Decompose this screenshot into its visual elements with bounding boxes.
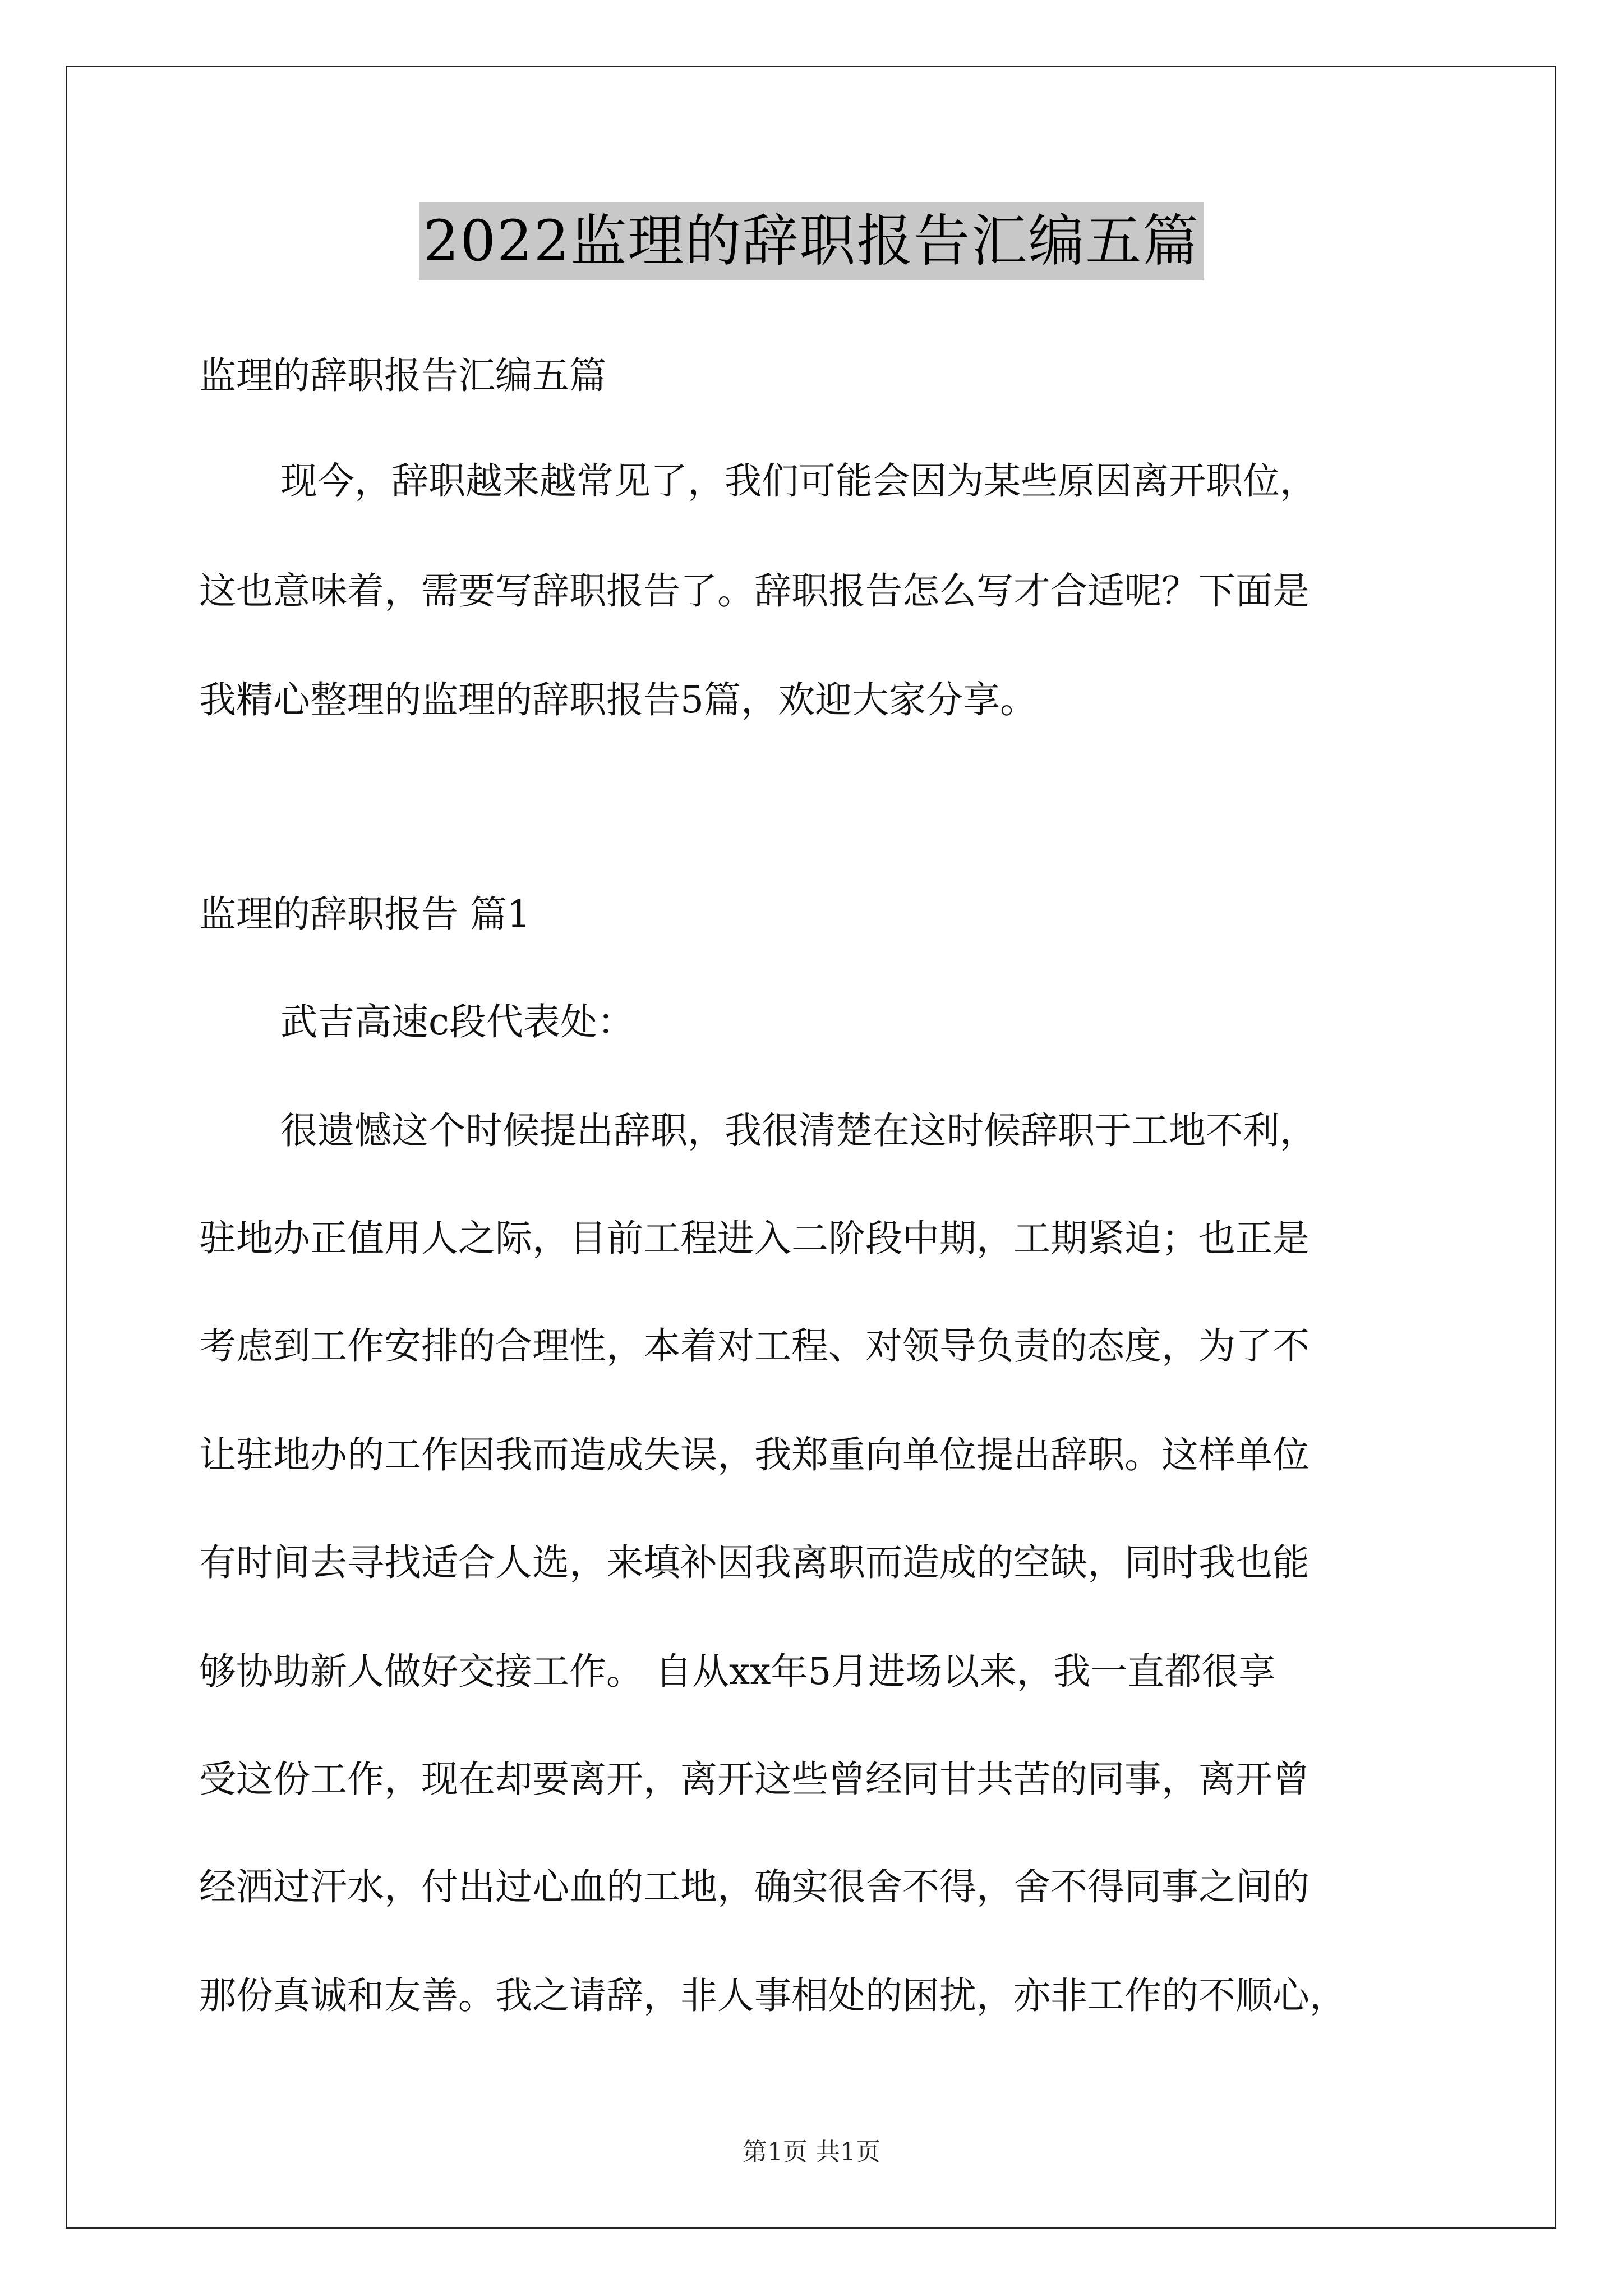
body-line-3: 考虑到工作安排的合理性，本着对工程、对领导负责的态度，为了不 <box>199 1324 1310 1368</box>
intro-line-3: 我精心整理的监理的辞职报告5篇，欢迎大家分享。 <box>199 678 1037 721</box>
intro-line-2: 这也意味着，需要写辞职报告了。辞职报告怎么写才合适呢？下面是 <box>199 569 1310 613</box>
title-container <box>0 202 1623 280</box>
body-line-8: 经洒过汗水，付出过心血的工地，确实很舍不得，舍不得同事之间的 <box>199 1865 1310 1908</box>
intro-line-1: 现今，辞职越来越常见了，我们可能会因为某些原因离开职位， <box>280 459 1317 503</box>
document-subtitle: 监理的辞职报告汇编五篇 <box>199 354 606 397</box>
section-heading: 监理的辞职报告 篇1 <box>199 892 531 936</box>
body-line-2: 驻地办正值用人之际，目前工程进入二阶段中期，工期紧迫；也正是 <box>199 1217 1310 1260</box>
body-line-5: 有时间去寻找适合人选，来填补因我离职而造成的空缺，同时我也能 <box>199 1541 1310 1584</box>
body-line-9: 那份真诚和友善。我之请辞，非人事相处的困扰，亦非工作的不顺心， <box>199 1974 1347 2017</box>
body-line-4: 让驻地办的工作因我而造成失误，我郑重向单位提出辞职。这样单位 <box>199 1433 1310 1476</box>
body-line-1: 很遗憾这个时候提出辞职，我很清楚在这时候辞职于工地不利， <box>280 1109 1317 1152</box>
salutation: 武吉高速c段代表处： <box>280 1000 634 1043</box>
body-line-6: 够协助新人做好交接工作。 自从xx年5月进场以来，我一直都很享 <box>199 1650 1276 1693</box>
body-line-7: 受这份工作，现在却要离开，离开这些曾经同甘共苦的同事，离开曾 <box>199 1757 1310 1801</box>
page-footer: 第1页 共1页 <box>743 2138 880 2166</box>
document-title: 2022监理的辞职报告汇编五篇 <box>419 202 1205 280</box>
